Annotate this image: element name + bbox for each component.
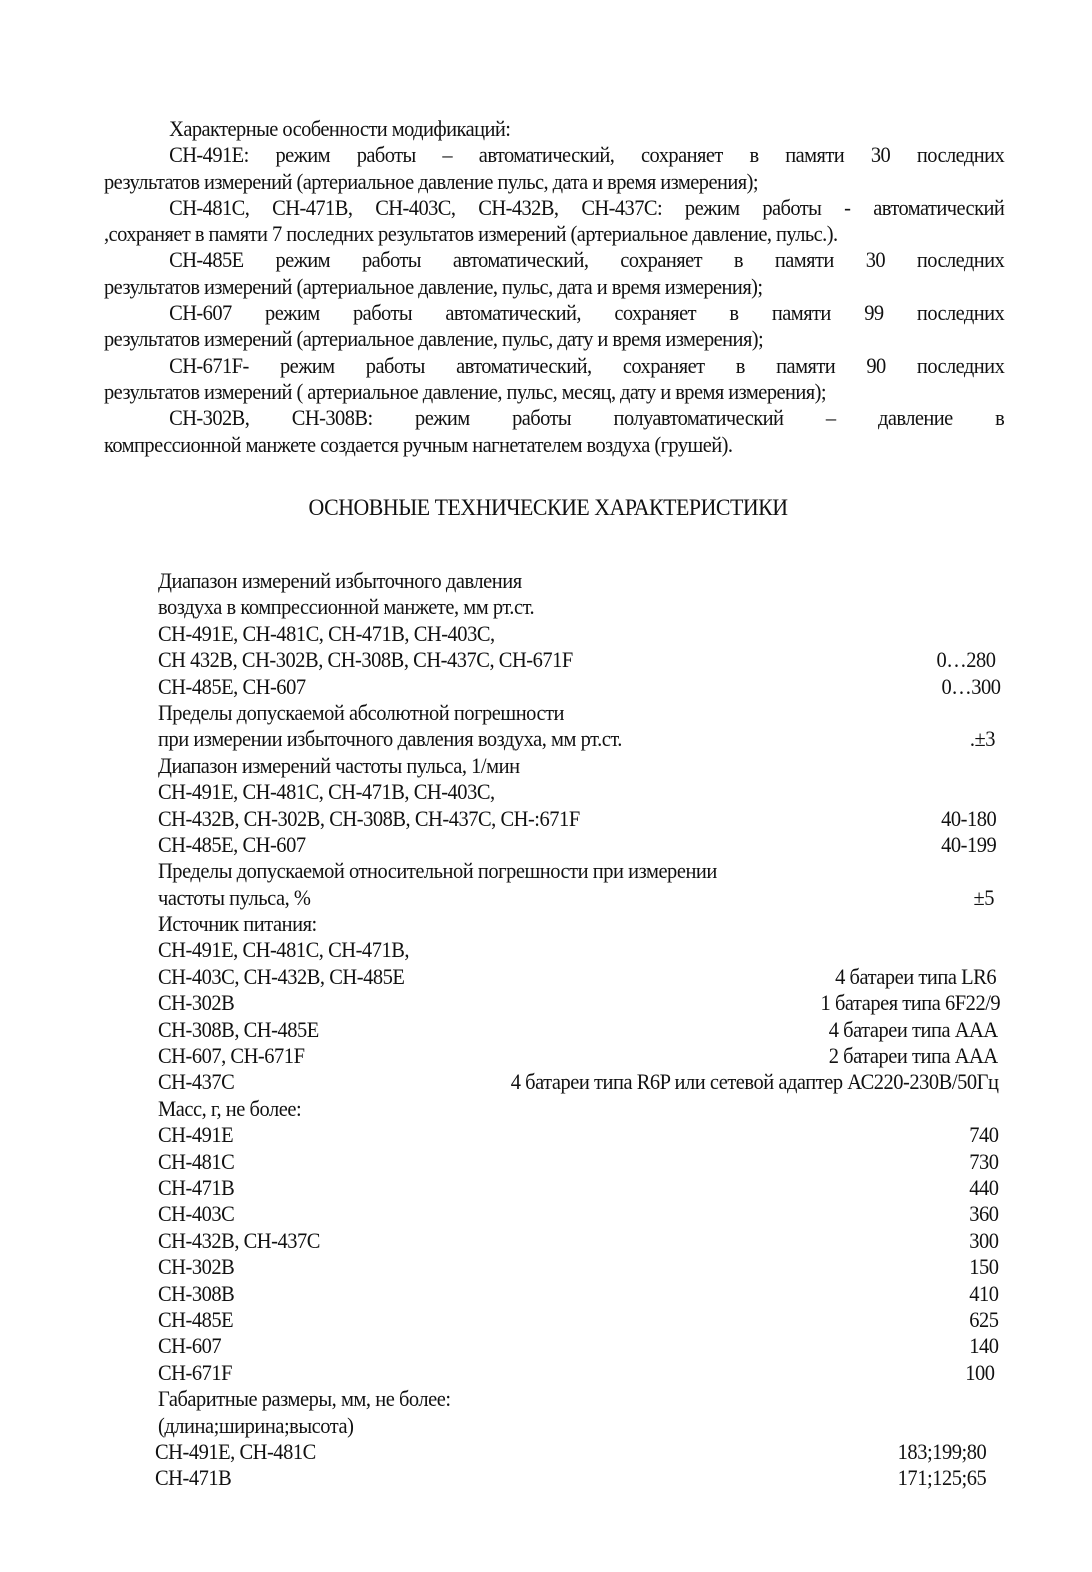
- spec-row: [155, 1465, 1000, 1491]
- spec-value: 625: [968, 1306, 998, 1332]
- spec-label: СН-302В: [158, 1254, 235, 1280]
- spec-label: СН-491Е, СН-481С: [155, 1438, 316, 1464]
- spec-label: СН-481С: [158, 1148, 235, 1174]
- spec-row: [158, 1149, 1000, 1175]
- spec-label: СН-403С: [158, 1201, 235, 1227]
- spec-label: Пределы допускаемой относительной погрешности при измерении: [158, 858, 717, 884]
- spec-row: [158, 964, 1000, 990]
- spec-row: [158, 1281, 1000, 1307]
- spec-value: 0…280: [935, 647, 995, 673]
- spec-label: Диапазон измерений частоты пульса, 1/мин: [158, 752, 520, 778]
- spec-row: [158, 1360, 1000, 1386]
- feature-paragraph-ch671f: [104, 353, 1004, 406]
- spec-value: 40-199: [940, 831, 996, 857]
- feature-line: СН-302В, СН-308В: режим работы полуавтоматический – давление в: [169, 405, 1005, 431]
- features-heading: Характерные особенности модификаций:: [169, 116, 511, 141]
- spec-label: СН-308В: [158, 1280, 235, 1306]
- spec-value: 4 батареи типа R6P или сетевой адаптер АС220-230В/50Гц: [510, 1069, 998, 1095]
- spec-label: СН-302В: [158, 990, 235, 1016]
- spec-row: [158, 832, 1000, 858]
- spec-value: .±3: [969, 726, 995, 752]
- spec-row: [158, 885, 1000, 911]
- spec-row: [158, 1017, 1000, 1043]
- feature-line: СН-671F- режим работы автоматический, сохраняет в памяти 90 последних: [169, 352, 1005, 378]
- spec-label: СН-485Е: [158, 1306, 234, 1332]
- spec-value: 140: [968, 1333, 998, 1359]
- spec-row: [158, 1122, 1000, 1148]
- spec-row: [158, 1096, 1000, 1122]
- feature-line: СН-607 режим работы автоматический, сохраняет в памяти 99 последних: [169, 300, 1005, 326]
- spec-row: [158, 806, 1000, 832]
- spec-label: СН-491Е, СН-481С, СН-471В, СН-403С,: [158, 620, 495, 646]
- spec-label: Источник питания:: [158, 911, 317, 937]
- spec-label: СН 432В, СН-302В, СН-308В, СН-437С, СН-671F: [158, 647, 573, 673]
- spec-row: [158, 1307, 1000, 1333]
- spec-row: [158, 1254, 1000, 1280]
- spec-value: 730: [968, 1148, 998, 1174]
- spec-label: СН-485Е, СН-607: [158, 831, 306, 857]
- spec-row: [158, 911, 1000, 937]
- spec-row: [158, 674, 1000, 700]
- feature-paragraph-ch481c-group: [104, 195, 1004, 248]
- feature-line: СН-485Е режим работы автоматический, сохраняет в памяти 30 последних: [169, 247, 1005, 273]
- spec-value: 0…300: [940, 673, 1000, 699]
- section-title: ОСНОВНЫЕ ТЕХНИЧЕСКИЕ ХАРАКТЕРИСТИКИ: [308, 495, 788, 520]
- technical-specs-list: [155, 568, 1000, 1492]
- feature-paragraph-ch607: [104, 300, 1004, 353]
- spec-row: [158, 1333, 1000, 1359]
- spec-label: (длина;ширина;высота): [158, 1412, 354, 1438]
- spec-label: Диапазон измерений избыточного давления: [158, 568, 522, 593]
- spec-row: [158, 568, 1000, 594]
- spec-value: ±5: [973, 884, 994, 910]
- spec-label: СН-671F: [158, 1359, 233, 1385]
- spec-value: 360: [968, 1201, 998, 1227]
- spec-row: [158, 1386, 1000, 1412]
- feature-line: результатов измерений (артериальное давление пульс, дата и время измерения);: [104, 168, 758, 194]
- spec-value: 410: [968, 1280, 998, 1306]
- feature-paragraph-ch302b-ch308b: [104, 405, 1004, 458]
- spec-value: 150: [968, 1254, 998, 1280]
- feature-paragraph-ch485e: [104, 247, 1004, 300]
- spec-row: [158, 621, 1000, 647]
- spec-label: СН-432В, СН-302В, СН-308В, СН-437С, СН-:671F: [158, 805, 580, 831]
- feature-line: СН-491Е: режим работы – автоматический, сохраняет в памяти 30 последних: [169, 142, 1005, 168]
- feature-line: результатов измерений (артериальное давление, пульс, дата и время измерения);: [104, 273, 763, 299]
- spec-label: частоты пульса, %: [158, 884, 311, 910]
- feature-paragraph-ch491e: [104, 142, 1004, 195]
- feature-line: результатов измерений (артериальное давление, пульс, дату и время измерения);: [104, 326, 764, 352]
- spec-value: 440: [968, 1174, 998, 1200]
- spec-row: [158, 647, 1000, 673]
- spec-value: 40-180: [940, 805, 996, 831]
- spec-label: СН-607, СН-671F: [158, 1043, 305, 1069]
- spec-row: [158, 594, 1000, 620]
- spec-label: СН-491Е: [158, 1122, 234, 1148]
- feature-line: СН-481С, СН-471В, СН-403С, СН-432В, СН-437С: режим работы - автоматический: [169, 194, 1005, 220]
- spec-label: Масс, г, не более:: [158, 1095, 302, 1121]
- spec-value: 4 батареи типа LR6: [834, 963, 996, 989]
- spec-label: воздуха в компрессионной манжете, мм рт.ст.: [158, 594, 535, 620]
- spec-label: СН-403С, СН-432В, СН-485Е: [158, 963, 405, 989]
- spec-row: [155, 1438, 1000, 1465]
- spec-label: СН-485Е, СН-607: [158, 673, 306, 699]
- spec-label: Габаритные размеры, мм, не более:: [158, 1386, 451, 1412]
- spec-value: 4 батареи типа ААА: [829, 1016, 998, 1042]
- spec-row: [158, 1201, 1000, 1227]
- spec-row: [158, 990, 1000, 1016]
- spec-row: [158, 1413, 1000, 1439]
- spec-label: СН-491Е, СН-481С, СН-471В, СН-403С,: [158, 779, 495, 805]
- spec-label: при измерении избыточного давления воздуха, мм рт.ст.: [158, 726, 622, 752]
- spec-value: 2 батареи типа ААА: [829, 1043, 998, 1069]
- spec-row: [158, 937, 1000, 963]
- spec-label: СН-471В: [158, 1174, 235, 1200]
- spec-label: Пределы допускаемой абсолютной погрешности: [158, 699, 565, 725]
- spec-label: СН-432В, СН-437С: [158, 1227, 320, 1253]
- spec-row: [158, 1043, 1000, 1069]
- spec-label: СН-471В: [155, 1465, 232, 1491]
- spec-value: 183;199;80: [897, 1438, 986, 1464]
- feature-line: компрессионной манжете создается ручным нагнетателем воздуха (грушей).: [104, 431, 733, 457]
- spec-value: 100: [964, 1359, 994, 1385]
- feature-line: ,сохраняет в памяти 7 последних результатов измерений (артериальное давление, пульс.).: [104, 221, 838, 247]
- spec-label: СН-437С: [158, 1069, 235, 1095]
- spec-label: СН-308В, СН-485Е: [158, 1016, 319, 1042]
- feature-line: результатов измерений ( артериальное давление, пульс, месяц, дату и время измерения);: [104, 378, 827, 404]
- spec-row: [158, 779, 1000, 805]
- spec-value: 300: [968, 1227, 998, 1253]
- spec-label: СН-491Е, СН-481С, СН-471В,: [158, 937, 410, 963]
- spec-value: 171;125;65: [897, 1465, 986, 1491]
- spec-row: [158, 1175, 1000, 1201]
- spec-row: [158, 726, 1000, 752]
- spec-value: 1 батарея типа 6F22/9: [820, 990, 1000, 1016]
- spec-row: [158, 700, 1000, 726]
- modifications-features: [104, 116, 1004, 458]
- spec-row: [158, 858, 1000, 884]
- spec-row: [158, 1069, 1000, 1095]
- spec-value: 740: [968, 1122, 998, 1148]
- spec-label: СН-607: [158, 1333, 222, 1359]
- spec-row: [158, 753, 1000, 779]
- spec-row: [158, 1228, 1000, 1254]
